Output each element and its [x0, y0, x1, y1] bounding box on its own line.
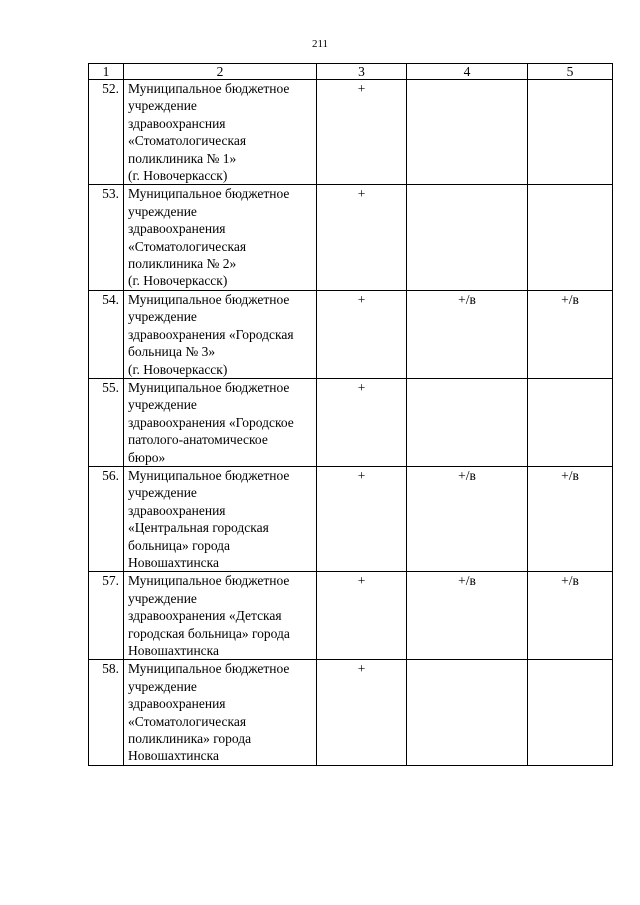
institution-name-line: поликлиника № 1» [128, 150, 237, 166]
institution-name-line: учреждение [128, 309, 197, 325]
mark-cell-col4: +/в [407, 290, 528, 378]
mark-cell-col4 [407, 185, 528, 290]
mark-cell-col5 [528, 378, 613, 466]
header-cell-1: 1 [89, 64, 124, 80]
institution-name [124, 378, 317, 466]
institution-name-line: учреждение [128, 678, 197, 694]
institution-name-line: учреждение [128, 98, 197, 114]
header-cell-2: 2 [124, 64, 317, 80]
mark-cell-col4 [407, 80, 528, 185]
table-row [89, 378, 613, 466]
institution-name-line: Новошахтинска [128, 748, 220, 764]
mark-cell-col3: + [317, 378, 407, 466]
row-number: 56. [89, 466, 124, 571]
institution-name [124, 572, 317, 660]
row-number: 55. [89, 378, 124, 466]
page-number: 211 [311, 38, 329, 50]
mark-cell-col5: +/в [528, 466, 613, 571]
institution-name-line: поликлиника» города [128, 731, 252, 747]
institution-name [124, 290, 317, 378]
institution-name-line: учреждение [128, 590, 197, 606]
institutions-table [88, 63, 613, 766]
table-row [89, 290, 613, 378]
table-row [89, 185, 613, 290]
table-header-row [89, 64, 613, 80]
institution-name-line: (г. Новочеркасск) [128, 168, 228, 184]
institution-name-line: Муниципальное бюджетное [128, 186, 290, 202]
mark-cell-col3: + [317, 290, 407, 378]
header-cell-5: 5 [528, 64, 613, 80]
table-row [89, 80, 613, 185]
institution-name [124, 185, 317, 290]
institution-name-line: Муниципальное бюджетное [128, 573, 290, 589]
institution-name-line: учреждение [128, 485, 197, 501]
mark-cell-col5 [528, 660, 613, 765]
row-number: 52. [89, 80, 124, 185]
institution-name-line: учреждение [128, 203, 197, 219]
institution-name-line: «Центральная городская [128, 520, 269, 536]
table-row [89, 466, 613, 571]
institution-name [124, 660, 317, 765]
institution-name-line: Муниципальное бюджетное [128, 81, 290, 96]
row-number: 54. [89, 290, 124, 378]
institution-name-line: бюро» [128, 449, 166, 465]
institution-name-line: здравоохранения «Детская [128, 608, 282, 624]
institution-name-line: Новошахтинска [128, 643, 220, 658]
institution-name-line: больница № 3» [128, 344, 216, 360]
institution-name-line: Муниципальное бюджетное [128, 661, 290, 677]
mark-cell-col3: + [317, 572, 407, 660]
mark-cell-col4 [407, 660, 528, 765]
row-number: 58. [89, 660, 124, 765]
institution-name-line: Муниципальное бюджетное [128, 467, 290, 483]
institution-name-line: поликлиника № 2» [128, 256, 237, 272]
institution-name [124, 80, 317, 185]
header-cell-3: 3 [317, 64, 407, 80]
institution-name [124, 466, 317, 571]
institution-name-line: «Стоматологическая [128, 238, 247, 254]
mark-cell-col4 [407, 378, 528, 466]
table-row [89, 572, 613, 660]
institution-name-line: (г. Новочеркасск) [128, 273, 228, 289]
institution-name-line: «Стоматологическая [128, 713, 247, 729]
institution-name-line: учреждение [128, 397, 197, 413]
mark-cell-col3: + [317, 660, 407, 765]
mark-cell-col4: +/в [407, 466, 528, 571]
institution-name-line: здравоохранения «Городское [128, 414, 294, 430]
mark-cell-col4: +/в [407, 572, 528, 660]
institution-name-line: Муниципальное бюджетное [128, 291, 290, 307]
institution-name-line: городская больница» города [128, 625, 290, 641]
mark-cell-col3: + [317, 466, 407, 571]
mark-cell-col5 [528, 80, 613, 185]
row-number: 53. [89, 185, 124, 290]
mark-cell-col5: +/в [528, 572, 613, 660]
institution-name-line: Муниципальное бюджетное [128, 379, 290, 395]
header-cell-4: 4 [407, 64, 528, 80]
institution-name-line: больница» города [128, 537, 231, 553]
institution-name-line: здравоохрансния [128, 115, 226, 131]
institution-name-line: (г. Новочеркасск) [128, 361, 228, 377]
institution-name-line: Новошахтинска [128, 554, 220, 570]
mark-cell-col3: + [317, 80, 407, 185]
mark-cell-col5 [528, 185, 613, 290]
institution-name-line: здравоохранения [128, 221, 226, 237]
institution-name-line: «Стоматологическая [128, 133, 247, 149]
institution-name-line: здравоохранения «Городская [128, 326, 294, 342]
mark-cell-col3: + [317, 185, 407, 290]
mark-cell-col5: +/в [528, 290, 613, 378]
table-row [89, 660, 613, 765]
institution-name-line: здравоохранения [128, 696, 226, 712]
institution-name-line: патолого-анатомическое [128, 432, 268, 448]
row-number: 57. [89, 572, 124, 660]
institution-name-line: здравоохранения [128, 502, 226, 518]
